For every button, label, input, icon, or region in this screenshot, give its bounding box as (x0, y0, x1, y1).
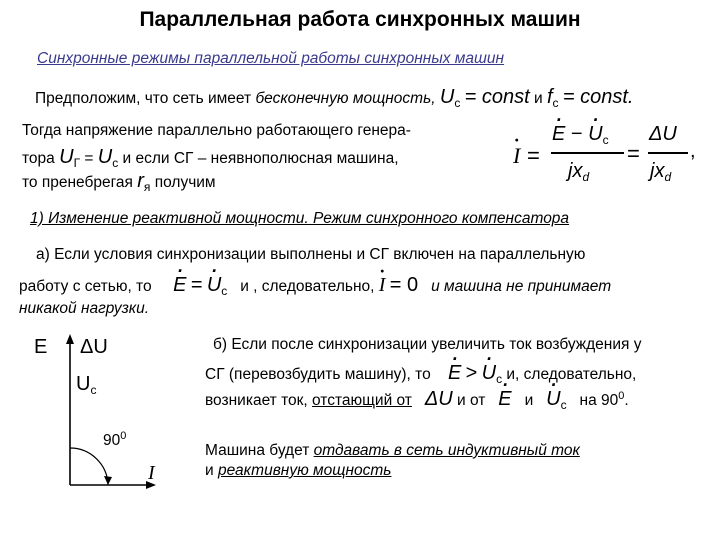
subtitle: Синхронные режимы параллельной работы синхронных машин (37, 50, 505, 67)
diagram-angle-label (103, 432, 126, 450)
formula-numerator-1 (552, 123, 609, 146)
para-a-zero: = 0 (389, 274, 419, 296)
angle-arrowhead (104, 476, 112, 485)
para1-text-b: и если СГ – неявнополюсная машина, (122, 150, 399, 167)
para-b-text-a: СГ (перевозбудить машину), то (205, 366, 431, 383)
para-b-text-b: и, следовательно, (506, 366, 637, 383)
num1-E: · E (552, 123, 565, 146)
num1-U: · U (588, 123, 602, 146)
num1-U-sub: с (602, 133, 609, 147)
formula-denominator-2 (650, 160, 671, 183)
den1-jx: jx (568, 160, 583, 182)
diagram-E-label: E (34, 336, 48, 358)
angle-arc (70, 448, 108, 485)
para-a-E: · E (173, 274, 186, 297)
para-b-and1: и от (457, 392, 486, 409)
den1-sub: d (582, 170, 590, 184)
diagram-I-label: I (148, 462, 155, 484)
formula-comma: , (690, 140, 696, 162)
para-b-U2-sub: с (560, 398, 567, 412)
assumption-line (35, 86, 633, 109)
uc-subscript: с (112, 156, 119, 170)
power-text: бесконечную мощность, (255, 90, 436, 107)
para-a-line3: никакой нагрузки. (19, 300, 150, 317)
r-subscript: я (143, 180, 151, 194)
const-eq-1: = const (464, 86, 530, 108)
formula-denominator-1 (568, 160, 589, 183)
para-a-U-sub: с (221, 284, 228, 298)
para1-line1: Тогда напряжение параллельно работающего генера- (22, 122, 411, 139)
para-c-line2 (205, 462, 391, 480)
para-b-text-c: возникает ток, (205, 392, 308, 409)
para-b-dot: . (624, 392, 629, 409)
equals-sign: = (84, 150, 94, 167)
r-symbol: r (137, 170, 144, 192)
para-b-line2 (205, 362, 636, 385)
para-c-text-a: Машина будет (205, 442, 310, 459)
ug-symbol: U (59, 146, 74, 168)
para1-line3 (22, 170, 216, 193)
const-eq-2: = const. (562, 86, 634, 108)
section-heading: 1) Изменение реактивной мощности. Режим синхронного компенсатора (30, 210, 570, 227)
formula-eq2: = (627, 141, 640, 166)
f-subscript: с (552, 96, 559, 110)
para-c-text-d: реактивную мощность (217, 462, 392, 479)
para1-text-c: то пренебрегая (22, 174, 133, 191)
and-word: и (533, 90, 543, 107)
para-b-and2: и (524, 392, 534, 409)
para-b-sup: 0 (618, 390, 625, 402)
para-a-text-c: и машина не принимает (431, 278, 612, 295)
den2-jx: jx (650, 160, 665, 182)
para-a-line2 (19, 274, 611, 297)
para-b-E: · E (448, 362, 461, 385)
para-a-I: · I (379, 274, 386, 297)
para-b-E2: · E (498, 388, 511, 411)
diagram-angle-sup: 0 (120, 430, 127, 442)
para1-text-a: тора (22, 150, 55, 167)
para-c-text-c: и (205, 462, 214, 479)
para-b-dU: ΔU (424, 388, 453, 410)
ug-subscript: Г (73, 156, 81, 170)
voltage-arrowhead (66, 334, 74, 344)
diagram-Uc: U (76, 373, 91, 395)
para-b-line1: б) Если после синхронизации увеличить ток возбуждения у (213, 336, 642, 353)
formula-I: · I (513, 143, 520, 169)
para-a-text-b: и , следовательно, (240, 278, 375, 295)
para-a-text-a: работу с сетью, то (19, 278, 152, 295)
num2-dU: ΔU (649, 123, 677, 145)
diagram-Uc-sub: с (90, 383, 97, 397)
para-b-end: на 90 (579, 392, 619, 409)
den2-sub: d (664, 170, 672, 184)
para-a-line1: а) Если условия синхронизации выполнены и СГ включен на параллельную (36, 246, 586, 263)
diagram-angle: 90 (103, 432, 121, 449)
para1-text-d: получим (154, 174, 216, 191)
u-symbol: U (439, 86, 455, 108)
para-c-line1 (205, 442, 580, 460)
para-b-line3 (205, 388, 629, 411)
fraction-line-1 (551, 152, 624, 154)
uc-symbol: U (97, 146, 113, 168)
para-b-gt: > (465, 362, 478, 384)
diagram-dU-label: ΔU (80, 336, 108, 358)
para-b-U: · U (482, 362, 496, 385)
para-a-U: · U (207, 274, 221, 297)
assumption-text: Предположим, что сеть имеет (35, 90, 252, 107)
para-b-lag: отстающий от (312, 392, 412, 409)
fraction-line-2 (648, 152, 688, 154)
para-a-eq: = (190, 274, 203, 296)
para-c-text-b: отдавать в сеть индуктивный ток (313, 442, 580, 459)
para1-line2 (22, 146, 399, 169)
num1-minus: − (570, 123, 583, 145)
para-b-U-sub: с (496, 372, 503, 386)
para-b-U2: · U (546, 388, 560, 411)
diagram-Uc-label (76, 373, 96, 396)
formula-eq1: = (527, 143, 540, 168)
formula-numerator-2 (649, 123, 677, 146)
page-title: Параллельная работа синхронных машин (139, 8, 581, 31)
f-symbol: f (546, 86, 553, 108)
u-subscript: с (454, 96, 461, 110)
